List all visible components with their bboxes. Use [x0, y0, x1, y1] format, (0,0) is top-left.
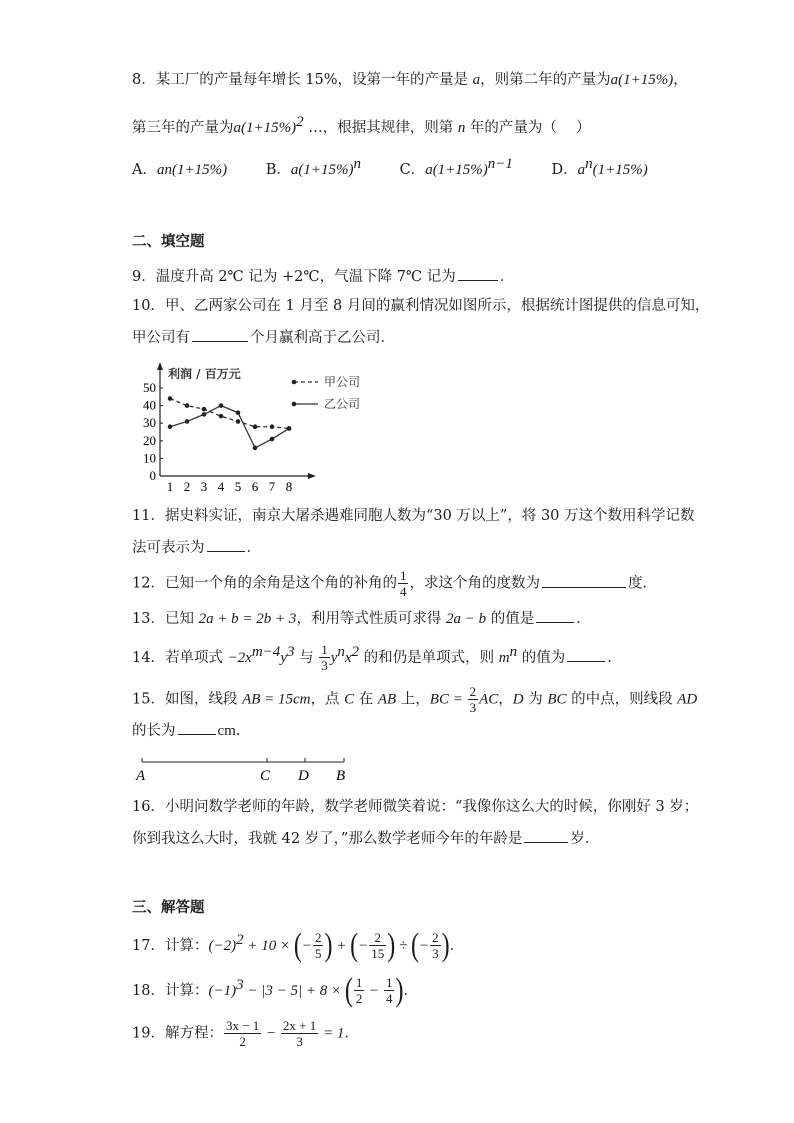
q12-frac-den: 4: [399, 584, 407, 599]
q15-d: D: [512, 691, 524, 708]
q13-mid: ，利用等式性质可求得: [296, 611, 447, 627]
paren-open: (: [344, 973, 353, 1009]
profit-line-chart: [124, 356, 384, 496]
q14-answer-blank[interactable]: [567, 647, 605, 662]
data-point: [253, 446, 258, 451]
q19-frac1: [224, 1018, 261, 1049]
data-point: [236, 410, 241, 415]
q14-frac-num: 1: [321, 642, 328, 658]
x-tick-label: 5: [234, 479, 242, 494]
q19-start: 19．解方程：: [132, 1025, 223, 1042]
data-point: [270, 437, 275, 442]
q17-end: ．: [449, 937, 465, 954]
y-tick-label: 0: [149, 468, 156, 483]
q15-mid1: ，点: [310, 691, 345, 708]
segment-figure: [130, 756, 360, 784]
data-point: [219, 403, 224, 408]
q18-p1-exp: 3: [236, 977, 244, 993]
q10-answer-blank[interactable]: [192, 327, 248, 342]
q14-mono2: y: [330, 649, 338, 666]
y-tick-label: 10: [143, 450, 156, 466]
q11-line2-start: 法可表示为: [132, 540, 205, 556]
legend-label: 甲公司: [324, 375, 361, 389]
data-point: [202, 407, 207, 412]
chart-title: 利润 / 百万元: [168, 367, 241, 381]
data-point: [287, 426, 292, 431]
q15-fraction: [468, 684, 479, 715]
q11-answer-blank[interactable]: [207, 537, 245, 552]
option-d-exp: n: [585, 156, 593, 172]
x-tick-label: 1: [166, 479, 174, 494]
q8-options: [132, 154, 682, 180]
q17-f2-num: 2: [369, 930, 386, 946]
q14-mid: 与: [294, 649, 319, 666]
q8-text-end: ，: [673, 72, 688, 88]
q15-ab2: AB: [377, 691, 397, 708]
q8-var-a: a: [472, 72, 481, 88]
q19-p2: = 1: [319, 1025, 345, 1042]
y-tick-label: 40: [143, 397, 156, 413]
q15-bc: BC =: [429, 691, 467, 708]
x-tick-label: 2: [183, 479, 191, 494]
q10-line1: 10．甲、乙两家公司在 1 月至 8 月间的赢利情况如图所示，根据统计图提供的信息可知，: [132, 298, 710, 314]
paren-close: ): [441, 928, 450, 964]
q8-expr2-exp: 2: [296, 114, 304, 130]
q13-expr2: 2a − b: [446, 611, 487, 627]
q16-answer-blank[interactable]: [524, 828, 568, 843]
q14-mono1-exp: m−4: [251, 644, 281, 660]
x-tick-label: 6: [251, 479, 259, 494]
option-d-post: (1+15%): [592, 161, 648, 178]
q14-mono2-exp: n: [337, 644, 345, 660]
section2-title: 二、填空题: [132, 234, 205, 250]
q12-fraction: [398, 568, 409, 599]
q15-unit: cm: [217, 723, 236, 739]
q17-f1-num: 2: [314, 930, 322, 946]
q8-line2-start: 第三年的产量为: [132, 119, 234, 136]
q15-answer-blank[interactable]: [178, 720, 216, 735]
q19-f1-num: 3x − 1: [225, 1018, 260, 1033]
q17-frac2: [369, 930, 386, 961]
q17-f1-den: 5: [314, 946, 322, 962]
option-a-label: A．: [132, 161, 157, 178]
q9-text: 9．温度升高 2℃ 记为 +2℃，气温下降 7℃ 记为: [132, 269, 456, 285]
q17: 17．计算：$(-2)^2 + 10$ × (− $\frac{2}{5}$ ) + (− $\frac{2}{15}$ ) ÷ (− $\frac{2}{3}$ )．: [132, 928, 465, 964]
q17-p2: + 10 ×: [243, 937, 294, 954]
q15-ac: AC: [479, 691, 499, 708]
q11-line1: 11．据史料实证，南京大屠杀遇难同胞人数为“30 万以上”，将 30 万这个数用科学记数: [132, 508, 695, 524]
q14-mono1-y: y: [280, 649, 287, 666]
q8-line2-end: 年的产量为（ ）: [465, 119, 591, 136]
q15-c: C: [344, 691, 355, 708]
legend-marker: [292, 402, 297, 407]
paren-open: (: [410, 928, 419, 964]
legend-marker: [292, 380, 297, 385]
q13-expr: 2a + b = 2b + 3: [198, 611, 297, 627]
q14: [132, 642, 622, 673]
q14-expr: m: [498, 649, 510, 666]
option-b-exp: n: [353, 156, 361, 172]
option-a-expr: an(1+15%): [156, 161, 228, 178]
q8-option-b[interactable]: [266, 154, 361, 180]
q8-text-mid: ，则第二年的产量为: [480, 72, 611, 88]
q9: [132, 266, 514, 287]
q18-f2-num: 1: [385, 975, 393, 991]
q12-mid: ，求这个角的度数为: [409, 575, 540, 592]
q14-expr-exp: n: [509, 644, 518, 660]
q18-frac1: [354, 975, 365, 1006]
y-tick-label: 20: [143, 432, 156, 448]
q18-frac2: [384, 975, 395, 1006]
q13-end: 的值是: [486, 611, 535, 627]
q15-start: 15．如图，线段: [132, 691, 243, 708]
q14-mid2: 的和仍是单项式，则: [359, 649, 499, 666]
q14-frac-den: 3: [321, 658, 328, 674]
q15-ad: AD: [677, 691, 698, 708]
q18-start: 18．计算：: [132, 982, 209, 999]
q15-ab: AB = 15cm: [242, 691, 311, 708]
q15-bc2: BC: [547, 691, 567, 708]
q16-line2-start: 你到我这么大时，我就 42 岁了，”那么数学老师今年的年龄是: [132, 831, 523, 847]
q8-line1: [132, 70, 688, 90]
q15-mid6: 的中点，则线段: [566, 691, 678, 708]
q15-line1: [132, 684, 697, 715]
q8-line2: [132, 112, 591, 138]
q15-mid2: 在: [354, 691, 378, 708]
q10-line2-start: 甲公司有: [132, 330, 190, 346]
q8-expr2: a(1+15%): [233, 119, 297, 136]
paren-open: (: [293, 928, 302, 964]
q12-answer-blank[interactable]: [542, 573, 626, 588]
series-line-jia: [170, 399, 289, 429]
option-d-label: D．: [551, 161, 578, 178]
q19: [132, 1018, 359, 1049]
q9-end: ．: [499, 269, 515, 285]
x-axis-arrow: [308, 473, 316, 479]
q17-p3: +: [332, 937, 351, 954]
x-tick-label: 8: [285, 479, 293, 494]
q12: [132, 568, 657, 599]
x-tick-label: 4: [217, 479, 225, 494]
q18-f2-den: 4: [385, 991, 393, 1007]
q18-f1-den: 2: [355, 991, 363, 1007]
data-point: [185, 403, 190, 408]
q8-expr1: a(1+15%): [610, 72, 674, 88]
q19-f2-num: 2x + 1: [282, 1018, 317, 1033]
option-c-label: C．: [399, 161, 426, 178]
point-b-label: B: [336, 768, 346, 784]
q8-var-n: n: [457, 119, 466, 136]
option-b-expr: a(1+15%): [290, 161, 354, 178]
point-a-label: A: [136, 768, 146, 784]
q13: [132, 608, 591, 629]
q10-line2: [132, 327, 395, 348]
q17-p1: (−2): [208, 937, 237, 954]
q18-p2: − |3 − 5| + 8 ×: [243, 982, 345, 999]
q18-p1: (−1): [208, 982, 237, 999]
data-point: [185, 419, 190, 424]
q19-f1-den: 2: [239, 1034, 246, 1049]
y-tick-label: 30: [143, 415, 156, 431]
q8-line2-mid: …，根据其规律，则第: [303, 119, 458, 136]
data-point: [270, 424, 275, 429]
q9-answer-blank[interactable]: [458, 266, 498, 281]
q13-answer-blank[interactable]: [536, 608, 574, 623]
q14-start: 14．若单项式: [132, 649, 228, 666]
paren-open: (: [350, 928, 359, 964]
q8-option-a[interactable]: [132, 160, 227, 180]
q13-end2: ．: [576, 611, 591, 627]
q18-end: ．: [403, 982, 418, 999]
q15-mid3: 上，: [396, 691, 430, 708]
data-point: [168, 396, 173, 401]
q14-fraction: [319, 642, 330, 673]
q14-mono1-y-exp: 3: [286, 644, 295, 660]
q19-end: ．: [344, 1025, 359, 1042]
data-point: [202, 412, 207, 417]
q12-frac-num: 1: [399, 568, 407, 583]
point-d-label: D: [298, 768, 309, 784]
paren-close: ): [324, 928, 333, 964]
q14-mono2-x: x: [344, 649, 352, 666]
q12-end: 度．: [627, 575, 657, 592]
q14-mono2-x-exp: 2: [351, 644, 360, 660]
q17-f2-den: 15: [371, 946, 385, 962]
q17-frac1: [313, 930, 324, 961]
q15-mid5: 为: [523, 691, 548, 708]
option-d-pre: a: [577, 161, 586, 178]
data-point: [219, 414, 224, 419]
y-tick-label: 50: [143, 380, 156, 395]
q19-p1: −: [262, 1025, 280, 1042]
q8-text: 8．某工厂的产量每年增长 15%，设第一年的产量是: [132, 72, 473, 88]
q15-line2-end: ．: [235, 723, 251, 739]
q11-line2-end: ．: [246, 540, 261, 556]
q19-frac2: [281, 1018, 318, 1049]
x-tick-label: 7: [268, 479, 276, 494]
legend-label: 乙公司: [324, 397, 361, 411]
q15-line2: [132, 720, 250, 741]
data-point: [236, 419, 241, 424]
q13-start: 13．已知: [132, 611, 199, 627]
q16-line1: 16．小明问数学老师的年龄，数学老师微笑着说：“我像你这么大的时候，你刚好 3 岁；: [132, 799, 699, 815]
q8-option-d[interactable]: [552, 154, 648, 180]
q18: [132, 973, 418, 1009]
q17-f3-den: 3: [432, 946, 439, 962]
q18-p3: −: [365, 982, 383, 999]
q17-frac3: [430, 930, 441, 961]
q10-line2-end: 个月赢利高于乙公司．: [250, 330, 395, 346]
q14-end: 的值为: [517, 649, 566, 666]
q12-start: 12．已知一个角的余角是这个角的补角的: [132, 575, 397, 592]
section3-title: 三、解答题: [132, 900, 205, 916]
point-c-label: C: [260, 768, 271, 784]
q19-f2-den: 3: [296, 1034, 303, 1049]
q17-start: 17．计算：: [132, 937, 209, 954]
x-tick-label: 3: [200, 479, 208, 494]
q18-f1-num: 1: [355, 975, 363, 991]
q15-frac-den: 3: [469, 700, 477, 715]
q17-p1-exp: 2: [236, 932, 244, 948]
option-c-expr: a(1+15%): [425, 161, 488, 178]
q8-option-c[interactable]: [400, 154, 513, 180]
q15-frac-num: 2: [469, 684, 477, 699]
q17-f3-num: 2: [432, 930, 439, 946]
q15-line2-start: 的长为: [132, 723, 176, 739]
data-point: [253, 424, 258, 429]
q17-p4: ÷: [395, 937, 411, 954]
option-b-label: B．: [265, 161, 291, 178]
q16-line2: [132, 828, 599, 849]
paren-close: ): [387, 928, 396, 964]
y-axis-arrow: [157, 362, 163, 370]
q14-mono1: −2x: [227, 649, 252, 666]
data-point: [168, 424, 173, 429]
q15-mid4: ，: [498, 691, 513, 708]
q16-line2-end: 岁．: [570, 831, 600, 847]
option-c-exp: n−1: [487, 156, 513, 172]
q11-line2: [132, 537, 261, 558]
paren-close: ): [395, 973, 404, 1009]
q14-end2: ．: [607, 649, 622, 666]
